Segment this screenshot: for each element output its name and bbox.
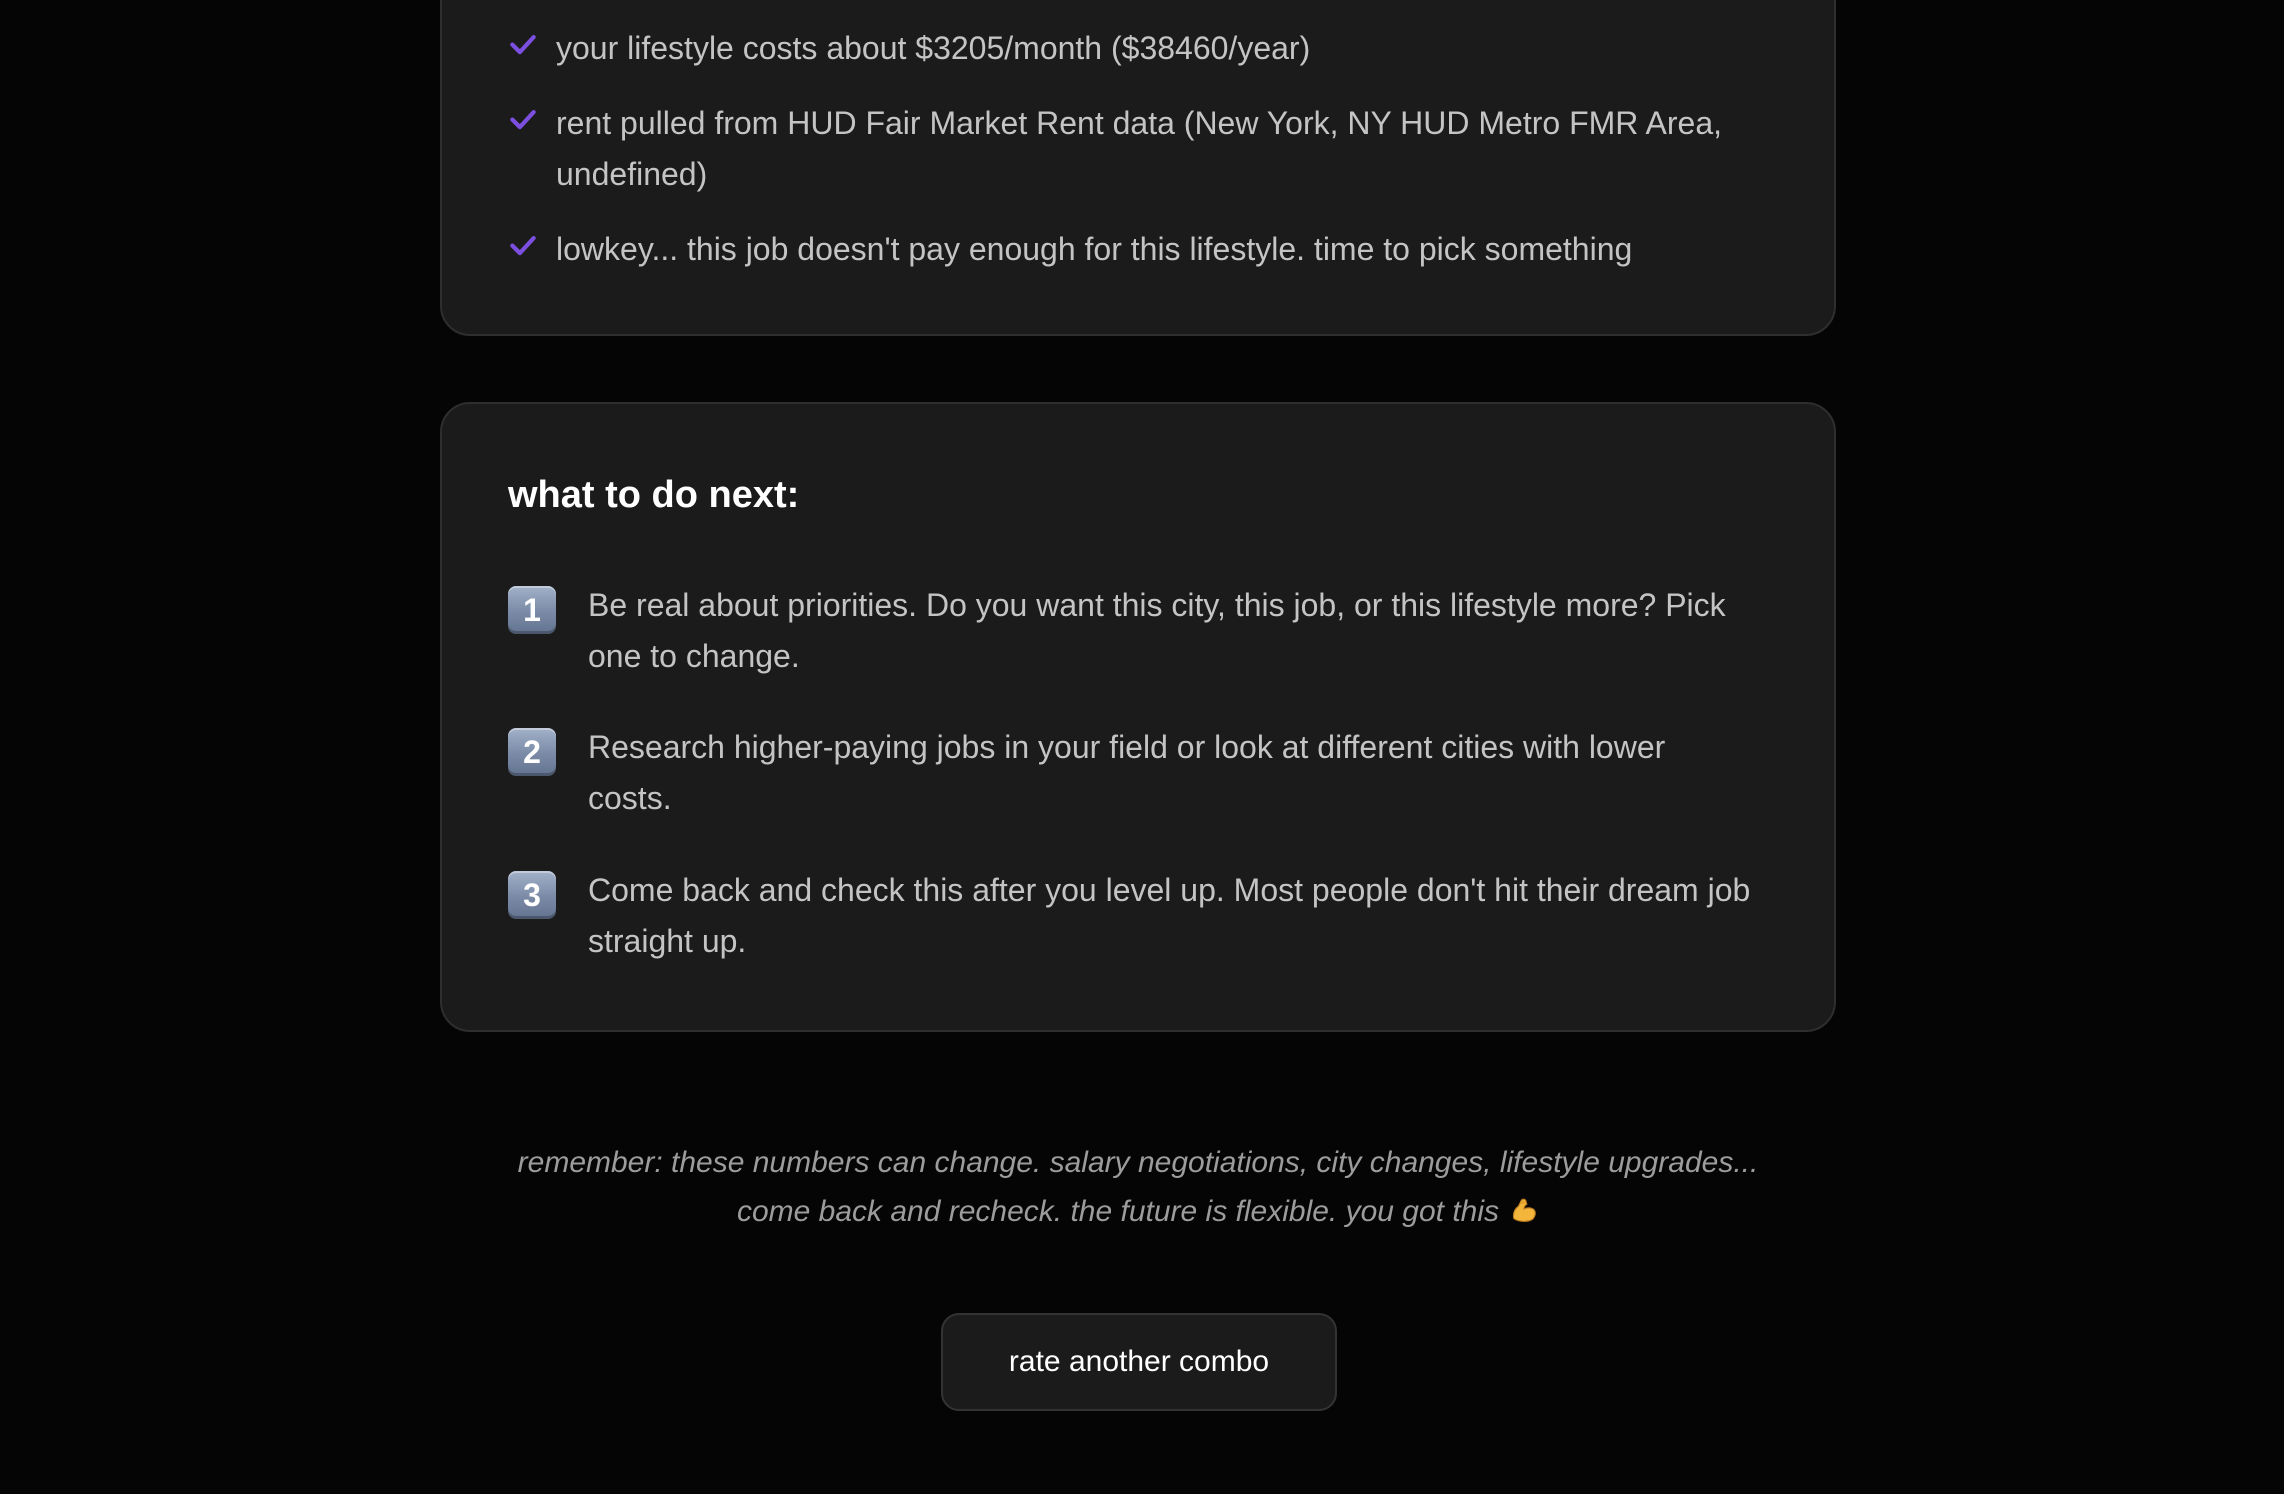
keycap-2-icon: 2: [508, 728, 556, 776]
next-step-text: Research higher-paying jobs in your field or look at different cities with lower costs.: [588, 729, 1666, 816]
flexed-biceps-icon: [1509, 1195, 1539, 1225]
next-step-text: Come back and check this after you level up. Most people don't hit their dream job straight up.: [588, 872, 1751, 959]
breakdown-item-text: rent pulled from HUD Fair Market Rent data (New York, NY HUD Metro FMR Area, undefined): [556, 105, 1722, 192]
reminder-line-2: [440, 1187, 1836, 1236]
check-icon: [508, 230, 538, 260]
next-steps-card: [440, 402, 1836, 1032]
check-icon: [508, 104, 538, 134]
breakdown-card: [440, 0, 1836, 336]
check-icon: [508, 29, 538, 59]
next-step-text: Be real about priorities. Do you want this city, this job, or this lifestyle more? Pick one to change.: [588, 587, 1726, 674]
rate-another-combo-button[interactable]: rate another combo: [941, 1313, 1337, 1411]
reminder-line-1: remember: these numbers can change. salary negotiations, city changes, lifestyle upgrades...: [517, 1146, 1759, 1179]
reminder-line-2-text: come back and recheck. the future is flexible. you got this: [736, 1195, 1500, 1228]
reminder-note: [440, 1138, 1836, 1236]
keycap-3-icon: 3: [508, 871, 556, 919]
next-steps-title: what to do next:: [508, 474, 800, 516]
breakdown-item-text: lowkey... this job doesn't pay enough for this lifestyle. time to pick something: [556, 231, 1633, 267]
breakdown-item-text: your lifestyle costs about $3205/month ($38460/year): [556, 30, 1311, 66]
keycap-1-icon: 1: [508, 586, 556, 634]
